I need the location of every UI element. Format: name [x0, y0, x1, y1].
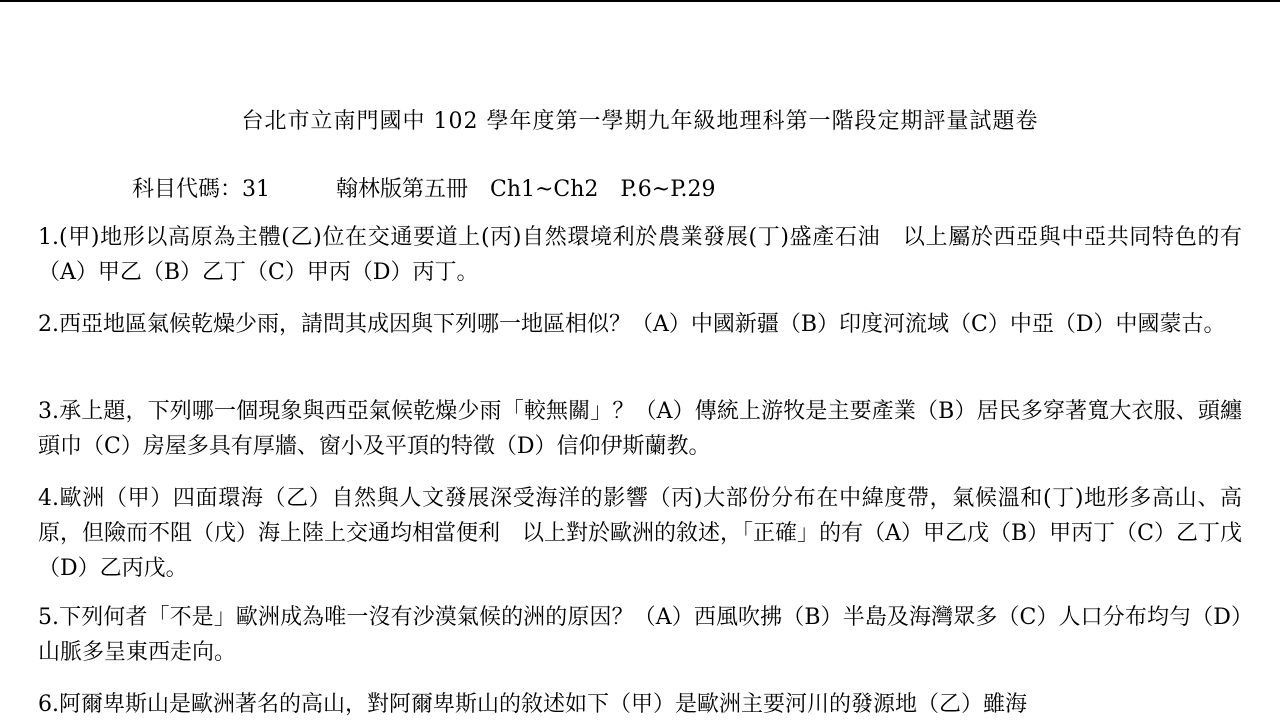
question-4: 4.歐洲（甲）四面環海（乙）自然與人文發展深受海洋的影響（丙)大部份分布在中緯度帶，氣候溫和(丁)地形多高山、高原，但險而不阻（戊）海上陸上交通均相當便利 以上對於歐洲的敘述，「正確」的有（A）甲乙戊（B）甲丙丁（C）乙丁戊（D）乙丙戊。: [38, 486, 1242, 581]
question-1: 1.(甲)地形以高原為主體(乙)位在交通要道上(丙)自然環境利於農業發展(丁)盛產石油 以上屬於西亞與中亞共同特色的有（A）甲乙（B）乙丁（C）甲丙（D）丙丁。: [38, 225, 1242, 285]
exam-title: 台北市立南門國中 102 學年度第一學期九年級地理科第一階段定期評量試題卷: [241, 109, 1039, 134]
question-2: 2.西亞地區氣候乾燥少雨，請問其成因與下列哪一地區相似？（A）中國新疆（B）印度河流域（C）中亞（D）中國蒙古。: [38, 312, 1226, 337]
top-border-line: [0, 0, 1280, 2]
question-3: 3.承上題，下列哪一個現象與西亞氣候乾燥少雨「較無關」？（A）傳統上游牧是主要產業（B）居民多穿著寬大衣服、頭纏頭巾（C）房屋多具有厚牆、窗小及平頂的特徵（D）信仰伊斯蘭教。: [38, 399, 1242, 459]
exam-meta: 科目代碼：31 翰林版第五冊 Ch1~Ch2 P.6~P.29: [132, 177, 716, 202]
question-5: 5.下列何者「不是」歐洲成為唯一沒有沙漠氣候的洲的原因？（A）西風吹拂（B）半島及海灣眾多（C）人口分布均勻（D）山脈多呈東西走向。: [38, 605, 1242, 665]
question-6: 6.阿爾卑斯山是歐洲著名的高山，對阿爾卑斯山的敘述如下（甲）是歐洲主要河川的發源地（乙）雖海: [38, 692, 1027, 717]
